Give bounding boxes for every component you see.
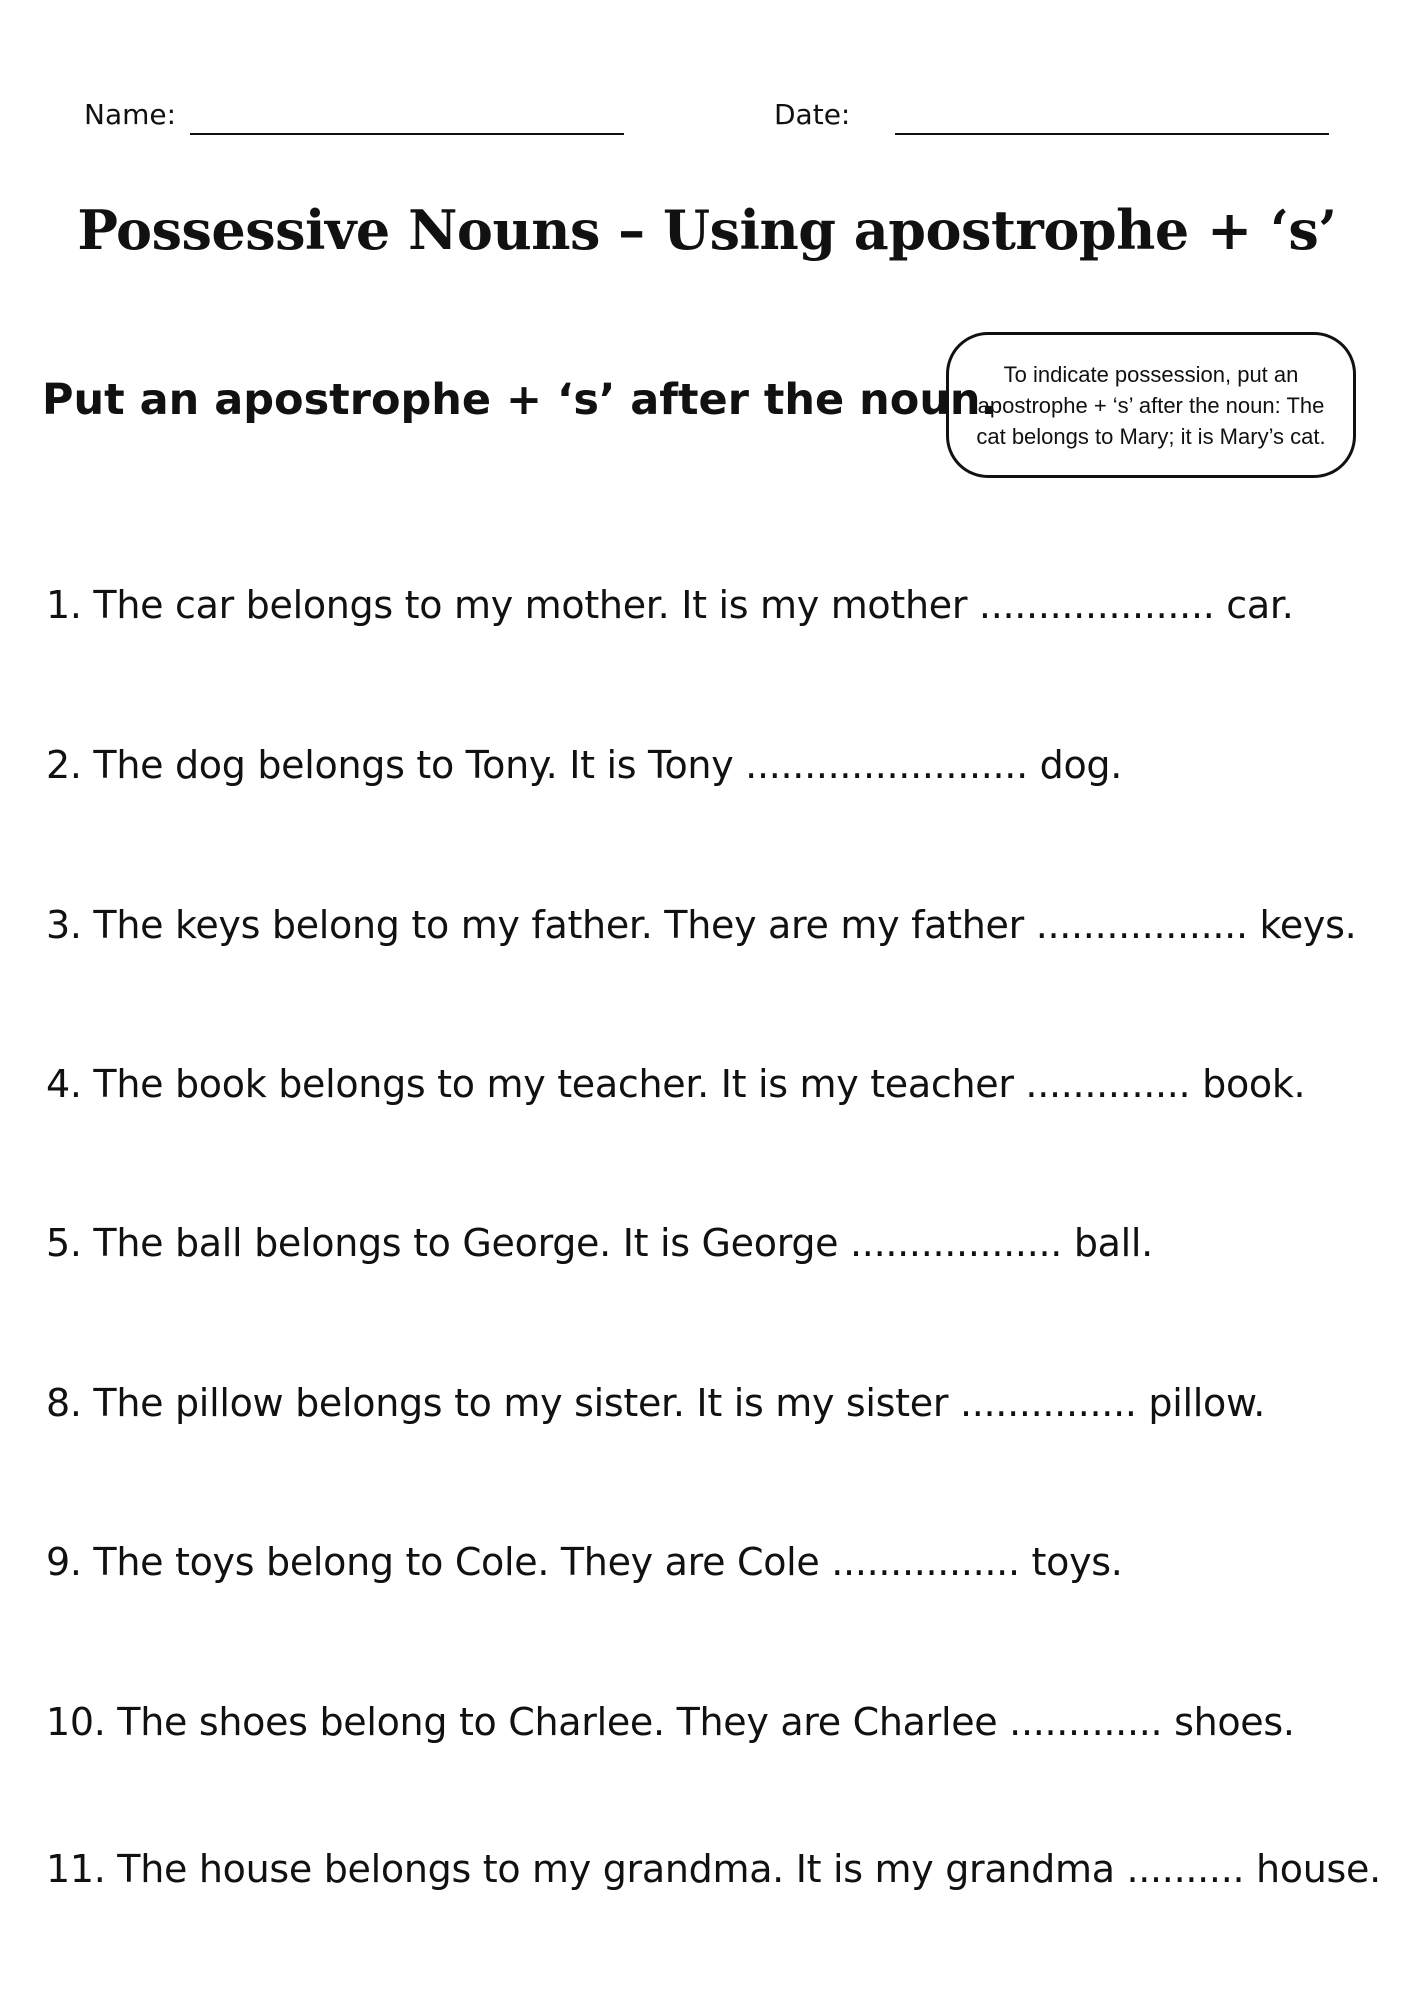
exercise-item[interactable]: 2. The dog belongs to Tony. It is Tony ........................ dog. xyxy=(46,743,1123,787)
exercise-item[interactable]: 4. The book belongs to my teacher. It is my teacher .............. book. xyxy=(46,1062,1306,1106)
exercise-item[interactable]: 11. The house belongs to my grandma. It is my grandma .......... house. xyxy=(46,1847,1381,1891)
header-fields xyxy=(0,95,1414,145)
name-field-line[interactable] xyxy=(190,133,624,135)
exercise-item[interactable]: 3. The keys belong to my father. They are my father .................. keys. xyxy=(46,903,1357,947)
name-label: Name: xyxy=(84,98,177,131)
page-title: Possessive Nouns – Using apostrophe + ‘s’ xyxy=(77,198,1337,262)
exercise-item[interactable]: 9. The toys belong to Cole. They are Cole ................ toys. xyxy=(46,1540,1123,1584)
date-field-line[interactable] xyxy=(895,133,1329,135)
exercise-item[interactable]: 1. The car belongs to my mother. It is my mother .................... car. xyxy=(46,583,1294,627)
exercise-item[interactable]: 8. The pillow belongs to my sister. It is my sister ............... pillow. xyxy=(46,1381,1266,1425)
instruction-text: Put an apostrophe + ‘s’ after the noun. xyxy=(42,375,997,425)
tip-box xyxy=(946,332,1356,478)
tip-text: To indicate possession, put an apostrophe + ‘s’ after the noun: The cat belongs to Mary; it is Mary’s cat. xyxy=(976,361,1326,449)
date-label: Date: xyxy=(774,98,851,131)
exercise-item[interactable]: 5. The ball belongs to George. It is George .................. ball. xyxy=(46,1221,1153,1265)
exercise-item[interactable]: 10. The shoes belong to Charlee. They are Charlee ............. shoes. xyxy=(46,1700,1295,1744)
